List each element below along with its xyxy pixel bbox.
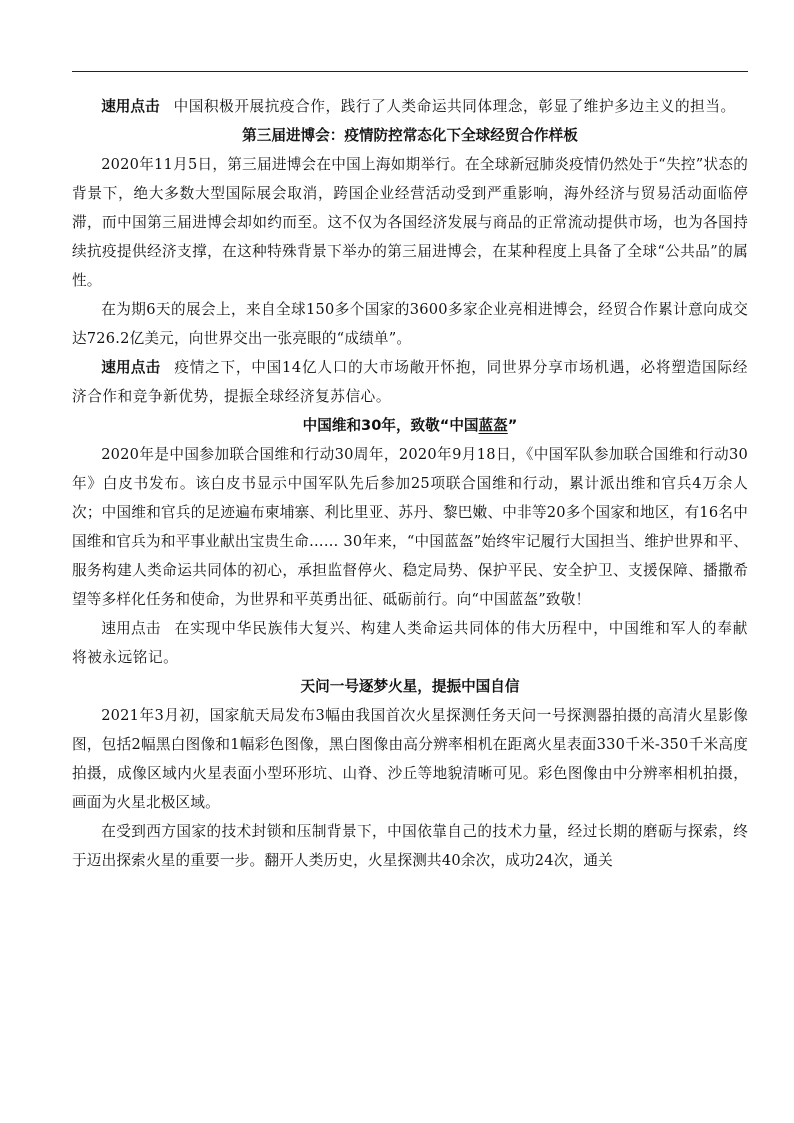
body-paragraph: 在为期6天的展会上，来自全球150多个国家的3600多家企业亮相进博会，经贸合作累计意向成交达726.2亿美元，向世界交出一张亮眼的“成绩单”。 <box>72 301 748 347</box>
note-text: 疫情之下，中国14亿人口的大市场敞开怀抱，同世界分享市场机遇，必将塑造国际经济合作和竞争新优势，提振全球经济复苏信心。 <box>72 359 748 405</box>
section-title: 第三届进博会：疫情防控常态化下全球经贸合作样板 <box>242 127 578 144</box>
section-title <box>72 411 748 440</box>
body-paragraph: 在受到西方国家的技术封锁和压制背景下，中国依靠自己的技术力量，经过长期的磨砺与探索，终于迈出探索火星的重要一步。翻开人类历史，火星探测共40余次，成功24次，通关 <box>72 823 748 869</box>
note-text: 在实现中华民族伟大复兴、构建人类命运共同体的伟大历程中，中国维和军人的奉献将被永远铭记。 <box>72 620 748 666</box>
section-title-underlined: 蓝盔 <box>478 417 508 434</box>
note-paragraph <box>72 353 748 411</box>
document-body <box>72 92 748 875</box>
body-paragraph: 2020年11月5日，第三届进博会在中国上海如期举行。在全球新冠肺炎疫情仍然处于“失控”状态的背景下，绝大多数大型国际展会取消，跨国企业经营活动受到严重影响，海外经济与贸易活动面临停滞，而中国第三届进博会却如约而至。这不仅为各国经济发展与商品的正常流动提供市场，也为各国持续抗疫提供经济支撑，在这种特殊背景下举办的第三届进博会，在某种程度上具备了全球“公共品”的属性。 <box>72 156 748 289</box>
note-paragraph <box>72 614 748 672</box>
section-title: 天问一号逐梦火星，提振中国自信 <box>300 678 520 695</box>
note-paragraph <box>72 92 748 121</box>
section-title-part: 中国维和30年，致敬“中国 <box>302 417 479 434</box>
body-paragraph: 2021年3月初，国家航天局发布3幅由我国首次火星探测任务天问一号探测器拍摄的高清火星影像图，包括2幅黑白图像和1幅彩色图像，黑白图像由高分辨率相机在距离火星表面330千米-350千米高度拍摄，成像区域内火星表面小型环形坑、山脊、沙丘等地貌清晰可见。彩色图像由中分辨率相机拍摄，画面为火星北极区域。 <box>72 707 748 811</box>
note-label: 速用点击 <box>101 359 161 376</box>
note-label: 速用点击 <box>101 620 161 637</box>
header-rule <box>72 71 748 72</box>
note-label: 速用点击 <box>101 98 160 115</box>
note-text: 中国积极开展抗疫合作，践行了人类命运共同体理念，彰显了维护多边主义的担当。 <box>173 98 736 115</box>
section-title-part: ” <box>507 417 518 434</box>
body-paragraph: 2020年是中国参加联合国维和行动30周年，2020年9月18日，《中国军队参加联合国维和行动30年》白皮书发布。该白皮书显示中国军队先后参加25项联合国维和行动，累计派出维和官兵4万余人次；中国维和官兵的足迹遍布柬埔寨、利比里亚、苏丹、黎巴嫩、中非等20多个国家和地区，有16名中国维和官兵为和平事业献出宝贵生命…… 30年来，“中国蓝盔”始终牢记履行大国担当、维护世界和平、服务构建人类命运共同体的初心，承担监督停火、稳定局势、保护平民、安全护卫、支援保障、播撒希望等多样化任务和使命，为世界和平英勇出征、砥砺前行。向“中国蓝盔”致敬！ <box>72 446 748 608</box>
